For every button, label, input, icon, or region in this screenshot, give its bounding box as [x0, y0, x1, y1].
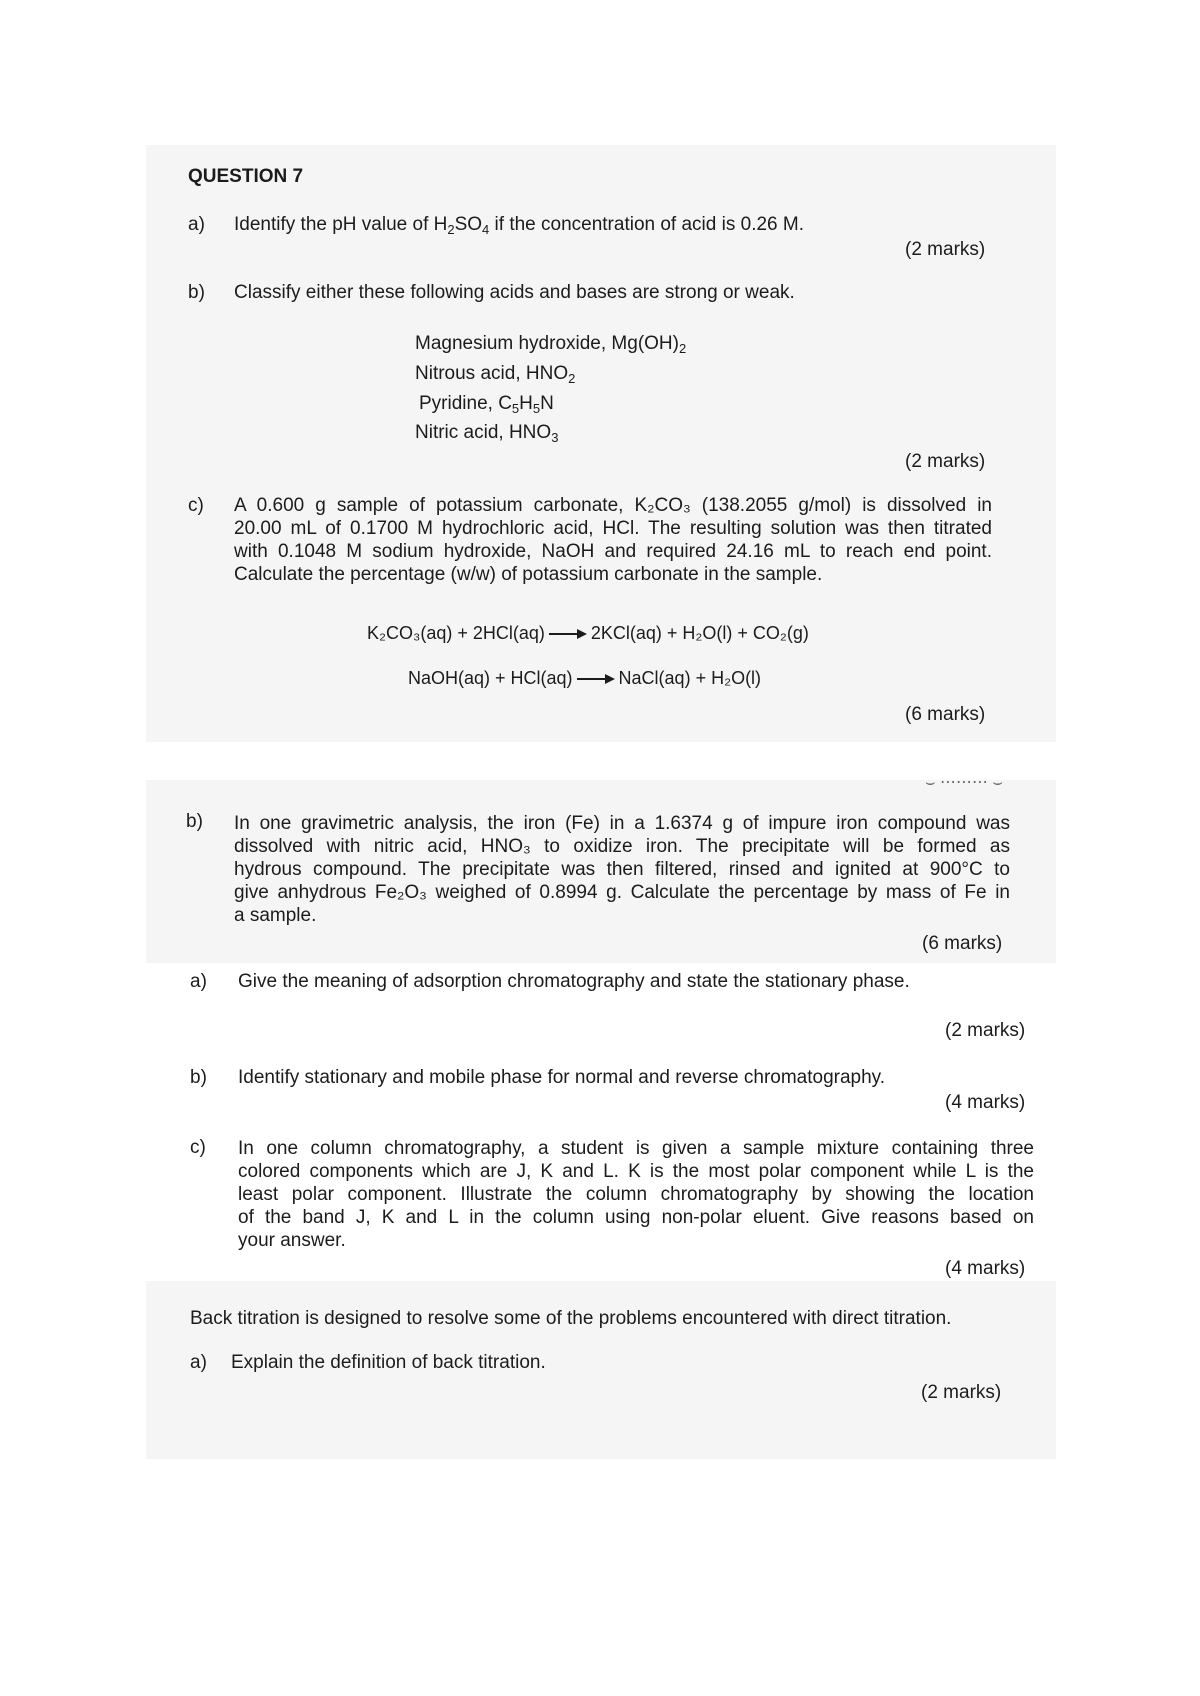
equation-2-left: NaOH(aq) + HCl(aq) [408, 668, 573, 688]
text-line: a sample. [234, 905, 317, 926]
q7c-label: c) [188, 495, 204, 516]
bt-a-label: a) [190, 1352, 207, 1373]
equation-2 [408, 667, 761, 690]
question-title: QUESTION 7 [188, 166, 304, 187]
q7a-marks: (2 marks) [905, 239, 986, 260]
q7a-label: a) [188, 214, 205, 235]
chrom-c-label: c) [190, 1137, 206, 1158]
reaction-arrow-icon [577, 673, 615, 685]
list-item: Nitrous acid, $HNO_2$ [415, 363, 576, 386]
q7c-text [234, 494, 992, 586]
list-item: Nitric acid, $HNO_3$ [415, 422, 559, 445]
back-titration-intro: Back titration is designed to resolve some of the problems encountered with direct titration. [190, 1308, 952, 1329]
q7b-label: b) [188, 282, 205, 303]
text-line: with 0.1048 M sodium hydroxide, NaOH and required 24.16 mL to reach end point. [234, 541, 992, 562]
chrom-a-text: Give the meaning of adsorption chromatography and state the stationary phase. [238, 971, 910, 992]
equation-2-right: NaCl(aq) + H₂O(l) [618, 668, 762, 688]
q7b-marks: (2 marks) [905, 451, 986, 472]
chrom-c-marks: (4 marks) [945, 1258, 1026, 1279]
chrom-a-label: a) [190, 971, 207, 992]
text-line: 20.00 mL of 0.1700 M hydrochloric acid, HCl. The resulting solution was then titrated [234, 518, 992, 539]
text-line: least polar component. Illustrate the column chromatography by showing the location [238, 1184, 1034, 1205]
text-line: colored components which are J, K and L. K is the most polar component while L is the [238, 1161, 1034, 1182]
bt-a-marks: (2 marks) [921, 1382, 1002, 1403]
text-line: give anhydrous Fe₂O₃ weighed of 0.8994 g. Calculate the percentage by mass of Fe in [234, 882, 1010, 903]
q7c-marks: (6 marks) [905, 704, 986, 725]
reaction-arrow-icon [549, 628, 587, 640]
equation-1-left: K₂CO₃(aq) + 2HCl(aq) [367, 623, 545, 643]
list-item: Magnesium hydroxide, $Mg(OH)_2$ [415, 333, 687, 356]
q7a-text: Identify the pH value of $H_2SO_4$ if the concentration of acid is 0.26 M. [234, 214, 804, 237]
text-line: Calculate the percentage (w/w) of potassium carbonate in the sample. [234, 564, 823, 585]
equation-1-right: 2KCl(aq) + H₂O(l) + CO₂(g) [590, 623, 809, 643]
text-line: hydrous compound. The precipitate was then filtered, rinsed and ignited at 900°C to [234, 859, 1010, 880]
chrom-b-marks: (4 marks) [945, 1092, 1026, 1113]
chrom-b-label: b) [190, 1067, 207, 1088]
text-line: A 0.600 g sample of potassium carbonate, K₂CO₃ (138.2055 g/mol) is dissolved in [234, 495, 992, 516]
grav-text [234, 812, 1010, 927]
cut-off-text: ⌣ ⋯⋯⋯ ⌣ [925, 774, 1003, 791]
text-line: dissolved with nitric acid, HNO₃ to oxidize iron. The precipitate will be formed as [234, 836, 1010, 857]
bt-a-text: Explain the definition of back titration. [231, 1352, 546, 1373]
list-item: Pyridine, $C_5H_5N$ [419, 393, 554, 416]
text-line: of the band J, K and L in the column using non-polar eluent. Give reasons based on [238, 1207, 1034, 1228]
text-line: In one gravimetric analysis, the iron (Fe) in a 1.6374 g of impure iron compound was [234, 813, 1010, 834]
chrom-b-text: Identify stationary and mobile phase for normal and reverse chromatography. [238, 1067, 886, 1088]
chrom-a-marks: (2 marks) [945, 1020, 1026, 1041]
chrom-c-text [238, 1137, 1034, 1252]
grav-label: b) [186, 811, 203, 832]
q7b-text: Classify either these following acids and bases are strong or weak. [234, 282, 795, 303]
equation-1 [367, 622, 809, 645]
text-line: In one column chromatography, a student is given a sample mixture containing three [238, 1138, 1034, 1159]
grav-marks: (6 marks) [922, 933, 1003, 954]
text-line: your answer. [238, 1230, 346, 1251]
